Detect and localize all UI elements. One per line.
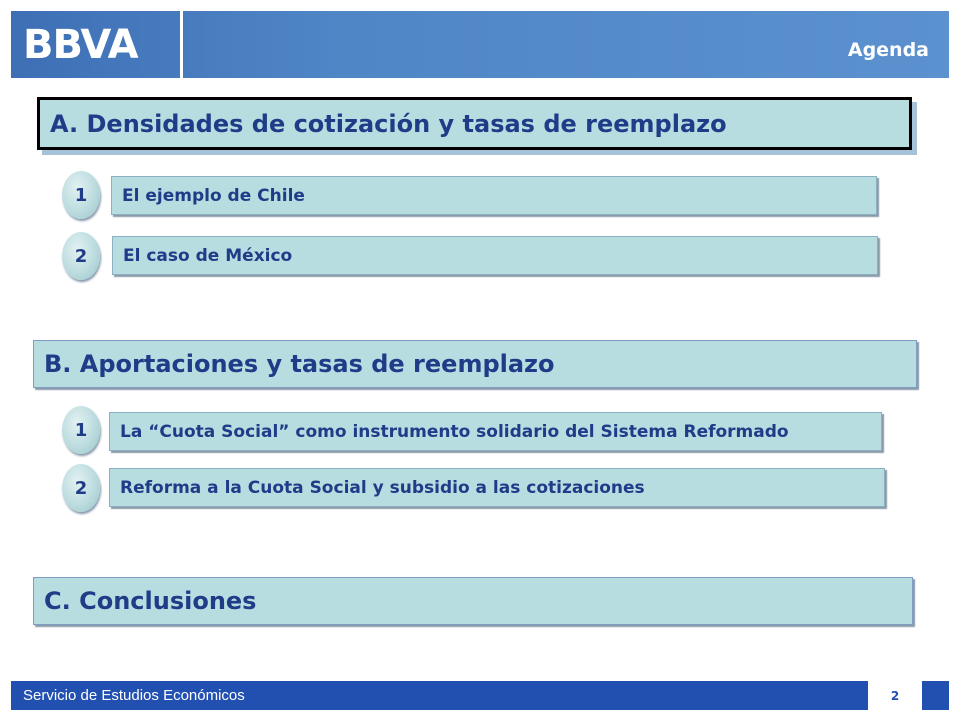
logo-divider: [180, 11, 183, 78]
item-b1-label: La “Cuota Social” como instrumento solidario del Sistema Reformado: [109, 412, 882, 451]
item-b2-label: Reforma a la Cuota Social y subsidio a las cotizaciones: [109, 468, 885, 507]
item-b2-number: 2: [62, 464, 100, 512]
item-a1-label: El ejemplo de Chile: [111, 176, 877, 215]
section-a-title: A. Densidades de cotización y tasas de reemplazo: [37, 97, 912, 150]
item-a1-number: 1: [62, 171, 100, 219]
item-a2-label: El caso de México: [112, 236, 878, 275]
footer-bar: [11, 681, 949, 710]
header-bar: [11, 11, 949, 78]
bbva-logo: BBVA: [23, 22, 138, 68]
item-b1-number: 1: [62, 406, 100, 454]
section-b-title: B. Aportaciones y tasas de reemplazo: [33, 340, 917, 388]
item-a2-number: 2: [62, 232, 100, 280]
header-title: Agenda: [847, 39, 929, 61]
page-number: 2: [868, 681, 922, 710]
section-c-title: C. Conclusiones: [33, 577, 913, 625]
footer-text: Servicio de Estudios Económicos: [23, 687, 245, 704]
